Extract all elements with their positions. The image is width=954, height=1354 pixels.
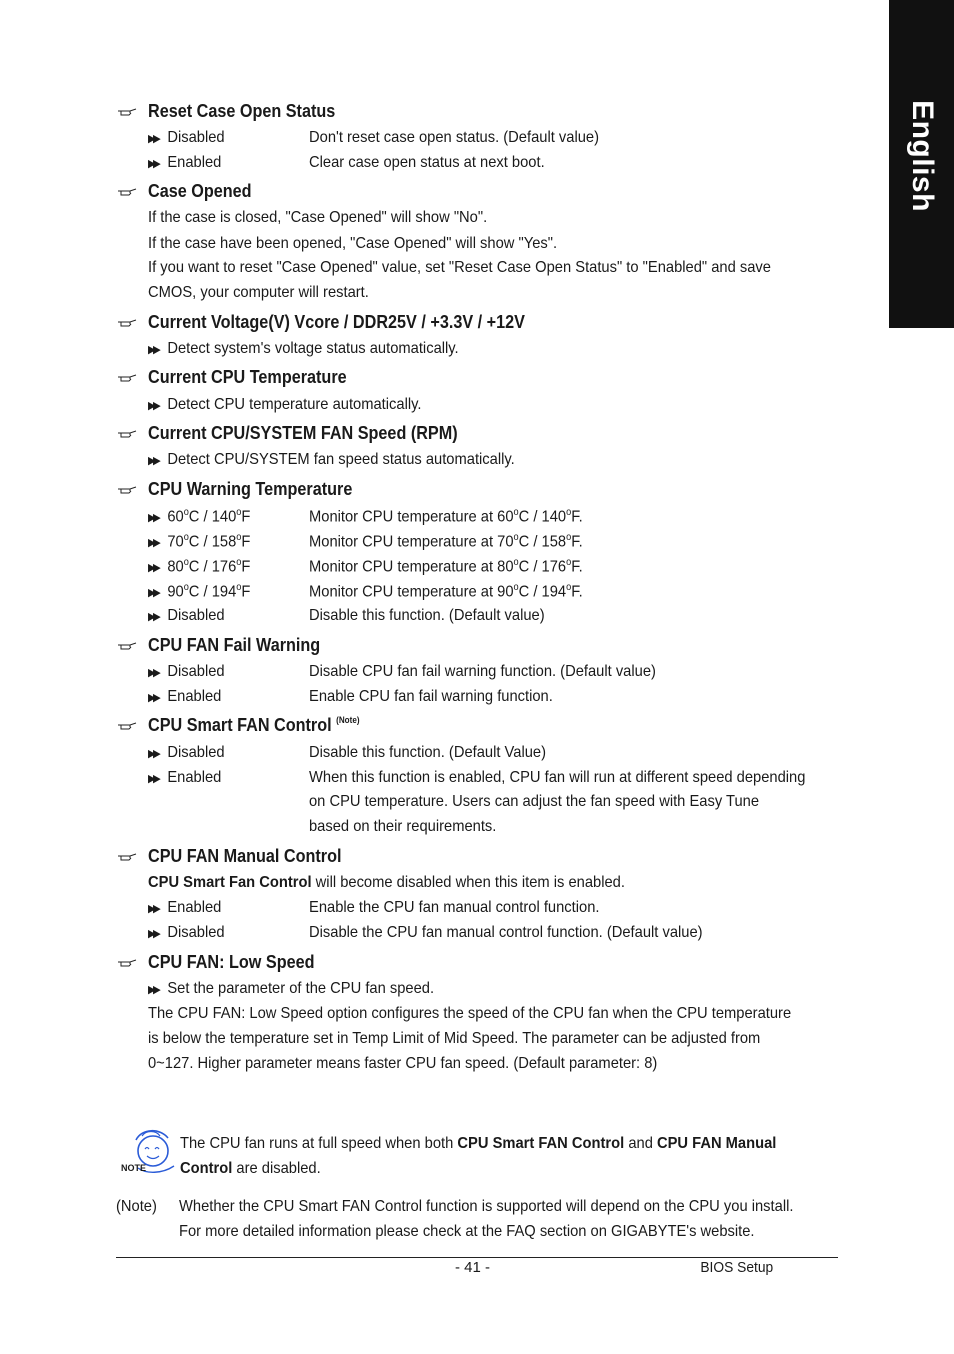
bullet-arrow-icon: ▶▶ [148, 512, 159, 525]
section-title: Current CPU Temperature [148, 367, 347, 387]
body-line: If the case have been opened, "Case Opened" will show "Yes". [148, 235, 558, 252]
pointing-hand-icon [117, 482, 137, 496]
temp-desc: Monitor CPU temperature at 80$^o$C / 176$^o$F. [309, 557, 583, 576]
bullet-arrow-icon: ▶▶ [148, 537, 159, 550]
bullet-arrow-icon: ▶▶ [148, 400, 159, 412]
option-row [148, 924, 225, 942]
section-title: Current CPU/SYSTEM FAN Speed (RPM) [148, 423, 458, 443]
option-desc: When this function is enabled, CPU fan will run at different speed depending [309, 769, 806, 786]
option-label: Disabled [167, 663, 225, 680]
note-reference: (Note) [336, 715, 360, 725]
option-row [148, 744, 225, 762]
pointing-hand-icon [117, 849, 137, 863]
note-icon-label: NOTE [121, 1163, 147, 1173]
bullet-text: Detect CPU/SYSTEM fan speed status automatically. [167, 451, 515, 468]
option-row [148, 607, 225, 625]
pointing-hand-icon [117, 718, 137, 732]
body-line: 0~127. Higher parameter means faster CPU fan speed. (Default parameter: 8) [148, 1055, 658, 1072]
option-label: Enabled [167, 688, 222, 705]
pointing-hand-icon [117, 370, 137, 384]
footnote-line: Whether the CPU Smart FAN Control function is supported will depend on the CPU you install. [179, 1198, 794, 1215]
bullet-arrow-icon: ▶▶ [148, 455, 159, 467]
temp-desc: Monitor CPU temperature at 90$^o$C / 194$^o$F. [309, 582, 583, 601]
temp-option: ▶▶ 70$^o$C / 158$^o$F [148, 532, 251, 551]
bullet-arrow-icon: ▶▶ [148, 692, 159, 704]
option-label: Disabled [167, 744, 225, 761]
bullet-arrow-icon: ▶▶ [148, 344, 159, 356]
section-title: CPU FAN: Low Speed [148, 952, 315, 972]
note-text: Control are disabled. [180, 1160, 321, 1177]
temp-option: ▶▶ 90$^o$C / 194$^o$F [148, 582, 251, 601]
section-title: Current Voltage(V) Vcore / DDR25V / +3.3V / +12V [148, 312, 525, 332]
option-desc: based on their requirements. [309, 818, 497, 835]
section-title: Reset Case Open Status [148, 101, 336, 121]
option-desc: Enable CPU fan fail warning function. [309, 688, 553, 705]
bullet-arrow-icon: ▶▶ [148, 562, 159, 575]
bullet-text: Detect CPU temperature automatically. [167, 396, 422, 413]
option-row [148, 769, 221, 787]
language-tab-label: English [905, 100, 939, 212]
option-desc: Don't reset case open status. (Default value) [309, 129, 600, 146]
bullet-line [148, 451, 515, 469]
body-line: If you want to reset "Case Opened" value, set "Reset Case Open Status" to "Enabled" and save [148, 259, 771, 276]
bullet-line [148, 396, 421, 414]
temp-desc: Monitor CPU temperature at 70$^o$C / 158$^o$F. [309, 532, 583, 551]
option-label: Disabled [167, 924, 225, 941]
bullet-arrow-icon: ▶▶ [148, 133, 159, 145]
option-desc: Disable the CPU fan manual control function. (Default value) [309, 924, 703, 941]
bullet-arrow-icon: ▶▶ [148, 587, 159, 600]
option-row [148, 688, 221, 706]
option-desc: Enable the CPU fan manual control function. [309, 899, 600, 916]
bullet-arrow-icon: ▶▶ [148, 667, 159, 679]
option-row [148, 129, 225, 147]
option-desc: Disable CPU fan fail warning function. (Default value) [309, 663, 656, 680]
option-label: Enabled [167, 154, 222, 171]
option-label: Enabled [167, 769, 222, 786]
section-title: CPU FAN Manual Control [148, 846, 342, 866]
bullet-arrow-icon: ▶▶ [148, 611, 159, 623]
option-row [148, 899, 221, 917]
temp-option: ▶▶ 60$^o$C / 140$^o$F [148, 507, 251, 526]
bullet-text: Set the parameter of the CPU fan speed. [167, 980, 435, 997]
language-tab [889, 0, 954, 328]
bullet-text: Detect system's voltage status automatically. [167, 340, 459, 357]
bullet-arrow-icon: ▶▶ [148, 928, 159, 940]
option-label: Enabled [167, 899, 222, 916]
footnote-line: For more detailed information please check at the FAQ section on GIGABYTE's website. [179, 1223, 755, 1240]
pointing-hand-icon [117, 315, 137, 329]
temp-option: ▶▶ 80$^o$C / 176$^o$F [148, 557, 251, 576]
option-label: Disabled [167, 607, 225, 624]
bullet-line [148, 340, 459, 358]
temp-desc: Monitor CPU temperature at 60$^o$C / 140$^o$F. [309, 507, 583, 526]
option-desc: Disable this function. (Default value) [309, 607, 545, 624]
section-title: CPU FAN Fail Warning [148, 635, 321, 655]
body-line: The CPU FAN: Low Speed option configures the speed of the CPU fan when the CPU temperature [148, 1005, 792, 1022]
footnote-label: (Note) [116, 1198, 157, 1215]
option-desc: Disable this function. (Default Value) [309, 744, 547, 761]
note-text: The CPU fan runs at full speed when both CPU Smart FAN Control and CPU FAN Manual [180, 1135, 777, 1152]
bullet-arrow-icon: ▶▶ [148, 158, 159, 170]
option-row [148, 154, 221, 172]
bullet-arrow-icon: ▶▶ [148, 773, 159, 785]
body-line: is below the temperature set in Temp Limit of Mid Speed. The parameter can be adjusted from [148, 1030, 761, 1047]
pointing-hand-icon [117, 638, 137, 652]
pointing-hand-icon [117, 104, 137, 118]
option-desc: on CPU temperature. Users can adjust the fan speed with Easy Tune [309, 793, 760, 810]
section-title: CPU Smart FAN Control $^{(Note)}$ [148, 715, 360, 735]
body-line: CMOS, your computer will restart. [148, 284, 369, 301]
bullet-arrow-icon: ▶▶ [148, 903, 159, 915]
option-row [148, 663, 225, 681]
bullet-arrow-icon: ▶▶ [148, 984, 159, 996]
footer-divider [116, 1257, 838, 1258]
section-title: CPU Warning Temperature [148, 479, 353, 499]
pointing-hand-icon [117, 955, 137, 969]
body-line: CPU Smart Fan Control will become disabled when this item is enabled. [148, 874, 625, 891]
body-line: If the case is closed, "Case Opened" will show "No". [148, 209, 488, 226]
footer-section: BIOS Setup [700, 1259, 773, 1276]
page-number: - 41 - [455, 1259, 491, 1276]
option-desc: Clear case open status at next boot. [309, 154, 545, 171]
pointing-hand-icon [117, 184, 137, 198]
pointing-hand-icon [117, 426, 137, 440]
section-title: Case Opened [148, 181, 252, 201]
bullet-arrow-icon: ▶▶ [148, 748, 159, 760]
bullet-line [148, 980, 434, 998]
option-label: Disabled [167, 129, 225, 146]
